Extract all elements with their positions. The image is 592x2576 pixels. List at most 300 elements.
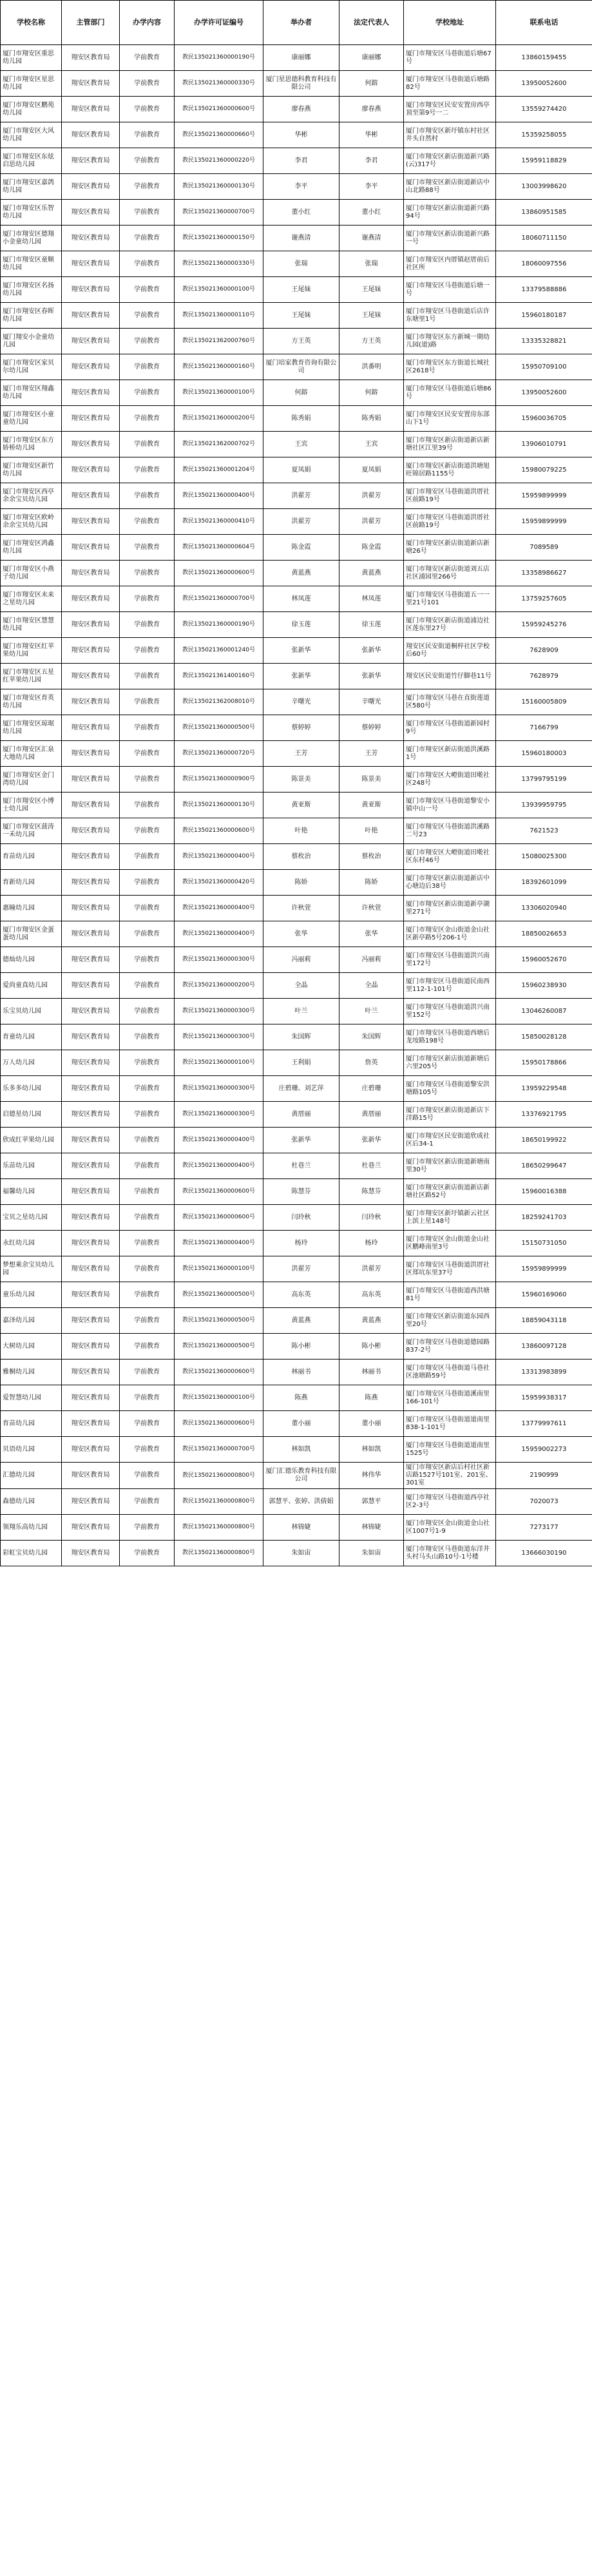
license-cell: 教民135021360000400号: [175, 921, 263, 947]
department-cell: 翔安区教育局: [62, 1205, 120, 1231]
school-name-cell: 育童幼儿园: [1, 1024, 62, 1050]
address-cell: 翔安区民安街道竹仔脚巷11号: [404, 664, 496, 689]
column-header: 法定代表人: [339, 1, 404, 45]
table-header-row: [1, 1, 592, 45]
school-name-cell: 厦门市翔安区家贝尔幼儿园: [1, 354, 62, 380]
address-cell: 厦门市翔安区马巷街道民南西里112-1-101号: [404, 973, 496, 999]
content-cell: 学前教育: [120, 1076, 175, 1102]
license-cell: 教民135021360000410号: [175, 509, 263, 535]
license-cell: 教民135021362008010号: [175, 689, 263, 715]
organizer-cell: 张瑞: [263, 251, 339, 277]
content-cell: 学前教育: [120, 97, 175, 122]
organizer-cell: 杜巷兰: [263, 1153, 339, 1179]
license-cell: 教民135021360000604号: [175, 535, 263, 561]
legal-rep-cell: 黄厝丽: [339, 1102, 404, 1128]
address-cell: 厦门市翔安区民安安置房东部山下1号: [404, 406, 496, 432]
license-cell: 教民135021360001204号: [175, 457, 263, 483]
address-cell: 厦门市翔安区马巷街道洪厝社区郑坑东里37号: [404, 1256, 496, 1282]
address-cell: 厦门市翔安区新店街道新店新塘社区江里39号: [404, 432, 496, 457]
department-cell: 翔安区教育局: [62, 793, 120, 818]
department-cell: 翔安区教育局: [62, 329, 120, 354]
content-cell: 学前教育: [120, 303, 175, 329]
legal-rep-cell: 夏凤娟: [339, 457, 404, 483]
address-cell: 厦门市翔安区新店街道刘五店社区浦园里266号: [404, 561, 496, 586]
license-cell: 教民135021360000100号: [175, 1256, 263, 1282]
address-cell: 厦门市翔安区新店街道新塘后六里205号: [404, 1050, 496, 1076]
department-cell: 翔安区教育局: [62, 251, 120, 277]
school-name-cell: 厦门市翔安区东方娇桥幼儿园: [1, 432, 62, 457]
organizer-cell: 廖春燕: [263, 97, 339, 122]
license-cell: 教民135021360000150号: [175, 226, 263, 251]
content-cell: 学前教育: [120, 741, 175, 767]
legal-rep-cell: 陈慧芬: [339, 1179, 404, 1205]
legal-rep-cell: 李平: [339, 174, 404, 200]
school-name-cell: 厦门市翔安区红苹果幼儿园: [1, 638, 62, 664]
department-cell: 翔安区教育局: [62, 1282, 120, 1308]
legal-rep-cell: 陈金霞: [339, 535, 404, 561]
table-row: [1, 457, 592, 483]
phone-cell: 15960052670: [496, 947, 592, 973]
organizer-cell: 王尾妹: [263, 277, 339, 303]
address-cell: 厦门市翔安区新店街道洪溪路1号: [404, 741, 496, 767]
legal-rep-cell: 华彬: [339, 122, 404, 148]
table-row: [1, 1256, 592, 1282]
phone-cell: 18650299647: [496, 1153, 592, 1179]
address-cell: 厦门市翔安区新店街道新店中心塘边后38号: [404, 870, 496, 896]
legal-rep-cell: 郭慧平: [339, 1489, 404, 1515]
address-cell: 厦门市翔安区马巷街道后塘67号: [404, 45, 496, 71]
legal-rep-cell: 冯丽莉: [339, 947, 404, 973]
department-cell: 翔安区教育局: [62, 1102, 120, 1128]
license-cell: 教民135021360000100号: [175, 277, 263, 303]
table-row: [1, 1334, 592, 1360]
department-cell: 翔安区教育局: [62, 354, 120, 380]
address-cell: 厦门市翔安区马巷街道新园村9号: [404, 715, 496, 741]
phone-cell: 15959938317: [496, 1385, 592, 1411]
phone-cell: 13358986627: [496, 561, 592, 586]
content-cell: 学前教育: [120, 1437, 175, 1463]
content-cell: 学前教育: [120, 483, 175, 509]
phone-cell: 15150731050: [496, 1231, 592, 1256]
department-cell: 翔安区教育局: [62, 380, 120, 406]
school-name-cell: 德灿幼儿园: [1, 947, 62, 973]
organizer-cell: 李平: [263, 174, 339, 200]
content-cell: 学前教育: [120, 1282, 175, 1308]
phone-cell: 15959245276: [496, 612, 592, 638]
organizer-cell: 陈小彬: [263, 1334, 339, 1360]
table-row: [1, 1205, 592, 1231]
organizer-cell: 华彬: [263, 122, 339, 148]
table-row: [1, 97, 592, 122]
address-cell: 厦门市翔安区马巷街道洪厝社区前路19号: [404, 483, 496, 509]
school-name-cell: 汇德幼儿园: [1, 1463, 62, 1489]
department-cell: 翔安区教育局: [62, 406, 120, 432]
license-cell: 教民135021360000700号: [175, 200, 263, 226]
phone-cell: 13559274420: [496, 97, 592, 122]
department-cell: 翔安区教育局: [62, 1541, 120, 1566]
phone-cell: 13860097128: [496, 1334, 592, 1360]
license-cell: 教民135021360000330号: [175, 71, 263, 97]
legal-rep-cell: 王宾: [339, 432, 404, 457]
content-cell: 学前教育: [120, 586, 175, 612]
organizer-cell: 林锦婕: [263, 1515, 339, 1541]
table-row: [1, 329, 592, 354]
phone-cell: 7020073: [496, 1489, 592, 1515]
license-cell: 教民135021362000702号: [175, 432, 263, 457]
phone-cell: 13306020940: [496, 896, 592, 921]
organizer-cell: 朱国辉: [263, 1024, 339, 1050]
content-cell: 学前教育: [120, 561, 175, 586]
content-cell: 学前教育: [120, 1256, 175, 1282]
legal-rep-cell: 董小红: [339, 200, 404, 226]
address-cell: 厦门市翔安区马巷街道后店许东塘里1号: [404, 303, 496, 329]
organizer-cell: 陈慧芬: [263, 1179, 339, 1205]
school-name-cell: 厦门市翔安区育英幼儿园: [1, 689, 62, 715]
address-cell: 翔安区民安街道桐梓社区学校后60号: [404, 638, 496, 664]
school-name-cell: 惠瞳幼儿园: [1, 896, 62, 921]
organizer-cell: 黄蓝燕: [263, 1308, 339, 1334]
phone-cell: 2190999: [496, 1463, 592, 1489]
organizer-cell: 闫玲秋: [263, 1205, 339, 1231]
organizer-cell: 陈燕: [263, 1385, 339, 1411]
address-cell: 厦门市翔安区马巷街道后塘一号: [404, 277, 496, 303]
content-cell: 学前教育: [120, 664, 175, 689]
department-cell: 翔安区教育局: [62, 1360, 120, 1385]
organizer-cell: 洪翟芳: [263, 1256, 339, 1282]
phone-cell: 7628979: [496, 664, 592, 689]
column-header: 联系电话: [496, 1, 592, 45]
phone-cell: 18850026653: [496, 921, 592, 947]
school-name-cell: 厦门市翔安区五星红苹果幼儿园: [1, 664, 62, 689]
legal-rep-cell: 黄亚斯: [339, 793, 404, 818]
school-name-cell: 育新幼儿园: [1, 870, 62, 896]
school-name-cell: 厦门市翔安区琼琚幼儿园: [1, 715, 62, 741]
organizer-cell: 王利娟: [263, 1050, 339, 1076]
school-name-cell: 贝语幼儿园: [1, 1437, 62, 1463]
legal-rep-cell: 方王英: [339, 329, 404, 354]
phone-cell: 18859043118: [496, 1308, 592, 1334]
content-cell: 学前教育: [120, 1334, 175, 1360]
legal-rep-cell: 叶兰: [339, 999, 404, 1024]
license-cell: 教民135021360000300号: [175, 1102, 263, 1128]
address-cell: 厦门市翔安区马巷街道西洪塘81号: [404, 1282, 496, 1308]
school-name-cell: 爱尚童真幼儿园: [1, 973, 62, 999]
organizer-cell: 林丽书: [263, 1360, 339, 1385]
organizer-cell: 高东英: [263, 1282, 339, 1308]
table-row: [1, 71, 592, 97]
address-cell: 厦门市翔安区东方新城一期幼儿园(道)路: [404, 329, 496, 354]
phone-cell: 15959899999: [496, 483, 592, 509]
phone-cell: 13003998620: [496, 174, 592, 200]
content-cell: 学前教育: [120, 844, 175, 870]
school-name-cell: 嘉泽幼儿园: [1, 1308, 62, 1334]
table-row: [1, 793, 592, 818]
phone-cell: 18259241703: [496, 1205, 592, 1231]
organizer-cell: 黄厝丽: [263, 1102, 339, 1128]
content-cell: 学前教育: [120, 1411, 175, 1437]
organizer-cell: 王宾: [263, 432, 339, 457]
content-cell: 学前教育: [120, 329, 175, 354]
department-cell: 翔安区教育局: [62, 174, 120, 200]
table-row: [1, 1282, 592, 1308]
school-name-cell: 厦门市翔安区名扬幼儿园: [1, 277, 62, 303]
legal-rep-cell: 庄碧珊: [339, 1076, 404, 1102]
license-cell: 教民135021360000220号: [175, 148, 263, 174]
organizer-cell: 陈娇: [263, 870, 339, 896]
table-row: [1, 612, 592, 638]
department-cell: 翔安区教育局: [62, 1489, 120, 1515]
phone-cell: 15950709100: [496, 354, 592, 380]
table-row: [1, 844, 592, 870]
organizer-cell: 黄亚斯: [263, 793, 339, 818]
phone-cell: 7089589: [496, 535, 592, 561]
license-cell: 教民135021360000160号: [175, 354, 263, 380]
content-cell: 学前教育: [120, 174, 175, 200]
phone-cell: 7628909: [496, 638, 592, 664]
school-name-cell: 福馨幼儿园: [1, 1179, 62, 1205]
phone-cell: 15959899999: [496, 1256, 592, 1282]
school-name-cell: 厦门市翔安区新竹幼儿园: [1, 457, 62, 483]
license-cell: 教民135021360000700号: [175, 1437, 263, 1463]
license-cell: 教民135021360000100号: [175, 380, 263, 406]
legal-rep-cell: 林如凯: [339, 1437, 404, 1463]
license-cell: 教民135021362000760号: [175, 329, 263, 354]
department-cell: 翔安区教育局: [62, 200, 120, 226]
address-cell: 厦门市翔安区马巷街道洪溪路二号23: [404, 818, 496, 844]
license-cell: 教民135021360000300号: [175, 947, 263, 973]
phone-cell: 15959118829: [496, 148, 592, 174]
phone-cell: 13906010791: [496, 432, 592, 457]
legal-rep-cell: 杜巷兰: [339, 1153, 404, 1179]
address-cell: 厦门市翔安区马巷街道道南里838-1-101号: [404, 1411, 496, 1437]
organizer-cell: 林凤莲: [263, 586, 339, 612]
license-cell: 教民135021360000300号: [175, 1076, 263, 1102]
organizer-cell: 厦门汇德乐教育科技有限公司: [263, 1463, 339, 1489]
phone-cell: 13379588886: [496, 277, 592, 303]
school-name-cell: 启德星幼儿园: [1, 1102, 62, 1128]
address-cell: 厦门市翔安区东方街道长城社区2618号: [404, 354, 496, 380]
table-row: [1, 999, 592, 1024]
phone-cell: 15950178866: [496, 1050, 592, 1076]
phone-cell: 15850028128: [496, 1024, 592, 1050]
school-name-cell: 森德幼儿园: [1, 1489, 62, 1515]
school-name-cell: 欣成红苹果幼儿园: [1, 1128, 62, 1153]
address-cell: 厦门市翔安区马巷街道西塘后龙垵路198号: [404, 1024, 496, 1050]
legal-rep-cell: 林凤莲: [339, 586, 404, 612]
license-cell: 教民135021360000400号: [175, 483, 263, 509]
phone-cell: 18060711150: [496, 226, 592, 251]
table-row: [1, 1360, 592, 1385]
content-cell: 学前教育: [120, 715, 175, 741]
phone-cell: 18650199922: [496, 1128, 592, 1153]
content-cell: 学前教育: [120, 226, 175, 251]
department-cell: 翔安区教育局: [62, 1463, 120, 1489]
content-cell: 学前教育: [120, 896, 175, 921]
address-cell: 厦门市翔安区马巷街道东洋井头村马头山路10号-1号楼: [404, 1541, 496, 1566]
address-cell: 厦门市翔安区马巷街道洪兴南里152号: [404, 999, 496, 1024]
address-cell: 厦门市翔安区内厝镇赵厝前后社区所: [404, 251, 496, 277]
department-cell: 翔安区教育局: [62, 122, 120, 148]
department-cell: 翔安区教育局: [62, 1515, 120, 1541]
organizer-cell: 林如凯: [263, 1437, 339, 1463]
content-cell: 学前教育: [120, 638, 175, 664]
license-cell: 教民135021360000300号: [175, 1024, 263, 1050]
department-cell: 翔安区教育局: [62, 1050, 120, 1076]
content-cell: 学前教育: [120, 148, 175, 174]
content-cell: 学前教育: [120, 1515, 175, 1541]
organizer-cell: 张华: [263, 921, 339, 947]
phone-cell: 13860159455: [496, 45, 592, 71]
content-cell: 学前教育: [120, 1231, 175, 1256]
department-cell: 翔安区教育局: [62, 1385, 120, 1411]
school-name-cell: 厦门市翔安区小燕子幼儿园: [1, 561, 62, 586]
school-name-cell: 领翔乐高幼儿园: [1, 1515, 62, 1541]
department-cell: 翔安区教育局: [62, 1076, 120, 1102]
organizer-cell: 洪翟芳: [263, 509, 339, 535]
department-cell: 翔安区教育局: [62, 1231, 120, 1256]
license-cell: 教民135021360000420号: [175, 870, 263, 896]
school-name-cell: 乐宝贝幼儿园: [1, 999, 62, 1024]
table-row: [1, 818, 592, 844]
department-cell: 翔安区教育局: [62, 896, 120, 921]
content-cell: 学前教育: [120, 1463, 175, 1489]
school-name-cell: 厦门市翔安区鹏苑幼儿园: [1, 97, 62, 122]
content-cell: 学前教育: [120, 1179, 175, 1205]
phone-cell: 15960016388: [496, 1179, 592, 1205]
address-cell: 厦门市翔安区马巷街道西亭社区2-3号: [404, 1489, 496, 1515]
legal-rep-cell: 王尾妹: [339, 277, 404, 303]
license-cell: 教民135021360000400号: [175, 844, 263, 870]
legal-rep-cell: 张华: [339, 921, 404, 947]
organizer-cell: 王尾妹: [263, 303, 339, 329]
phone-cell: 13376921795: [496, 1102, 592, 1128]
content-cell: 学前教育: [120, 432, 175, 457]
department-cell: 翔安区教育局: [62, 535, 120, 561]
content-cell: 学前教育: [120, 999, 175, 1024]
address-cell: 厦门市翔安区新店街道新店新塘社区路52号: [404, 1179, 496, 1205]
table-row: [1, 303, 592, 329]
address-cell: 厦门市翔安区新店街道新兴路(云)317号: [404, 148, 496, 174]
organizer-cell: 厦门培家教育咨询有限公司: [263, 354, 339, 380]
organizer-cell: 李君: [263, 148, 339, 174]
content-cell: 学前教育: [120, 1102, 175, 1128]
license-cell: 教民135021360000600号: [175, 1179, 263, 1205]
legal-rep-cell: 洪番明: [339, 354, 404, 380]
content-cell: 学前教育: [120, 277, 175, 303]
phone-cell: 13950052600: [496, 380, 592, 406]
license-cell: 教民135021360000900号: [175, 767, 263, 793]
legal-rep-cell: 张新华: [339, 638, 404, 664]
department-cell: 翔安区教育局: [62, 45, 120, 71]
department-cell: 翔安区教育局: [62, 767, 120, 793]
content-cell: 学前教育: [120, 1205, 175, 1231]
table-row: [1, 741, 592, 767]
table-row: [1, 535, 592, 561]
license-cell: 教民135021360000100号: [175, 1050, 263, 1076]
table-body: [1, 45, 592, 1566]
department-cell: 翔安区教育局: [62, 1179, 120, 1205]
address-cell: 厦门市翔安区马巷街道马巷社区池塘路59号: [404, 1360, 496, 1385]
table-row: [1, 432, 592, 457]
content-cell: 学前教育: [120, 45, 175, 71]
content-cell: 学前教育: [120, 71, 175, 97]
license-cell: 教民135021360000100号: [175, 1385, 263, 1411]
department-cell: 翔安区教育局: [62, 947, 120, 973]
license-cell: 教民135021360000200号: [175, 973, 263, 999]
phone-cell: 13046260087: [496, 999, 592, 1024]
table-row: [1, 973, 592, 999]
license-cell: 教民135021360000130号: [175, 174, 263, 200]
organizer-cell: 辛曙光: [263, 689, 339, 715]
school-name-cell: 厦门市翔安区星思幼儿园: [1, 71, 62, 97]
phone-cell: 7273177: [496, 1515, 592, 1541]
department-cell: 翔安区教育局: [62, 1256, 120, 1282]
department-cell: 翔安区教育局: [62, 457, 120, 483]
address-cell: 厦门市翔安区马巷街道五一一里21号101: [404, 586, 496, 612]
school-name-cell: 厦门市翔安区重思幼儿园: [1, 45, 62, 71]
organizer-cell: 张新华: [263, 664, 339, 689]
phone-cell: 15160005809: [496, 689, 592, 715]
address-cell: 厦门市翔安区新店街道洪塘旭旺锦居路1155号: [404, 457, 496, 483]
content-cell: 学前教育: [120, 818, 175, 844]
department-cell: 翔安区教育局: [62, 1334, 120, 1360]
table-row: [1, 1489, 592, 1515]
phone-cell: 13759257605: [496, 586, 592, 612]
license-cell: 教民135021360000600号: [175, 97, 263, 122]
legal-rep-cell: 蔡枚治: [339, 844, 404, 870]
table-row: [1, 1153, 592, 1179]
legal-rep-cell: 李君: [339, 148, 404, 174]
table-row: [1, 1128, 592, 1153]
legal-rep-cell: 陈小彬: [339, 1334, 404, 1360]
legal-rep-cell: 谢燕清: [339, 226, 404, 251]
license-cell: 教民135021360000500号: [175, 1282, 263, 1308]
organizer-cell: 厦门星思德科教育科技有限公司: [263, 71, 339, 97]
legal-rep-cell: 全晶: [339, 973, 404, 999]
table-row: [1, 406, 592, 432]
legal-rep-cell: 詹英: [339, 1050, 404, 1076]
phone-cell: 13666030190: [496, 1541, 592, 1566]
legal-rep-cell: 黄蓝燕: [339, 1308, 404, 1334]
phone-cell: 18392601099: [496, 870, 592, 896]
organizer-cell: 康丽娜: [263, 45, 339, 71]
legal-rep-cell: 黄蓝燕: [339, 561, 404, 586]
license-cell: 教民135021360000800号: [175, 1541, 263, 1566]
department-cell: 翔安区教育局: [62, 71, 120, 97]
department-cell: 翔安区教育局: [62, 689, 120, 715]
legal-rep-cell: 何鎔: [339, 380, 404, 406]
school-name-cell: 童乐幼儿园: [1, 1282, 62, 1308]
legal-rep-cell: 杨玲: [339, 1231, 404, 1256]
school-name-cell: 厦门市翔安区金蛋蛋幼儿园: [1, 921, 62, 947]
school-name-cell: 梦想乘余宝贝幼儿园: [1, 1256, 62, 1282]
organizer-cell: 蔡婷婷: [263, 715, 339, 741]
organizer-cell: 夏凤娟: [263, 457, 339, 483]
table-row: [1, 483, 592, 509]
organizer-cell: 何鎔: [263, 380, 339, 406]
legal-rep-cell: 高东英: [339, 1282, 404, 1308]
school-name-cell: 厦门市翔安区小童童幼儿园: [1, 406, 62, 432]
school-name-cell: 厦门市翔安区鸿鑫幼儿园: [1, 535, 62, 561]
school-name-cell: 厦门市翔安区童顺幼儿园: [1, 251, 62, 277]
address-cell: 厦门市翔安区民安街道欣成社区后34-1: [404, 1128, 496, 1153]
department-cell: 翔安区教育局: [62, 664, 120, 689]
legal-rep-cell: 蔡婷婷: [339, 715, 404, 741]
legal-rep-cell: 王芳: [339, 741, 404, 767]
table-row: [1, 174, 592, 200]
address-cell: 厦门市翔安区新店街道新亭湖里271号: [404, 896, 496, 921]
department-cell: 翔安区教育局: [62, 226, 120, 251]
